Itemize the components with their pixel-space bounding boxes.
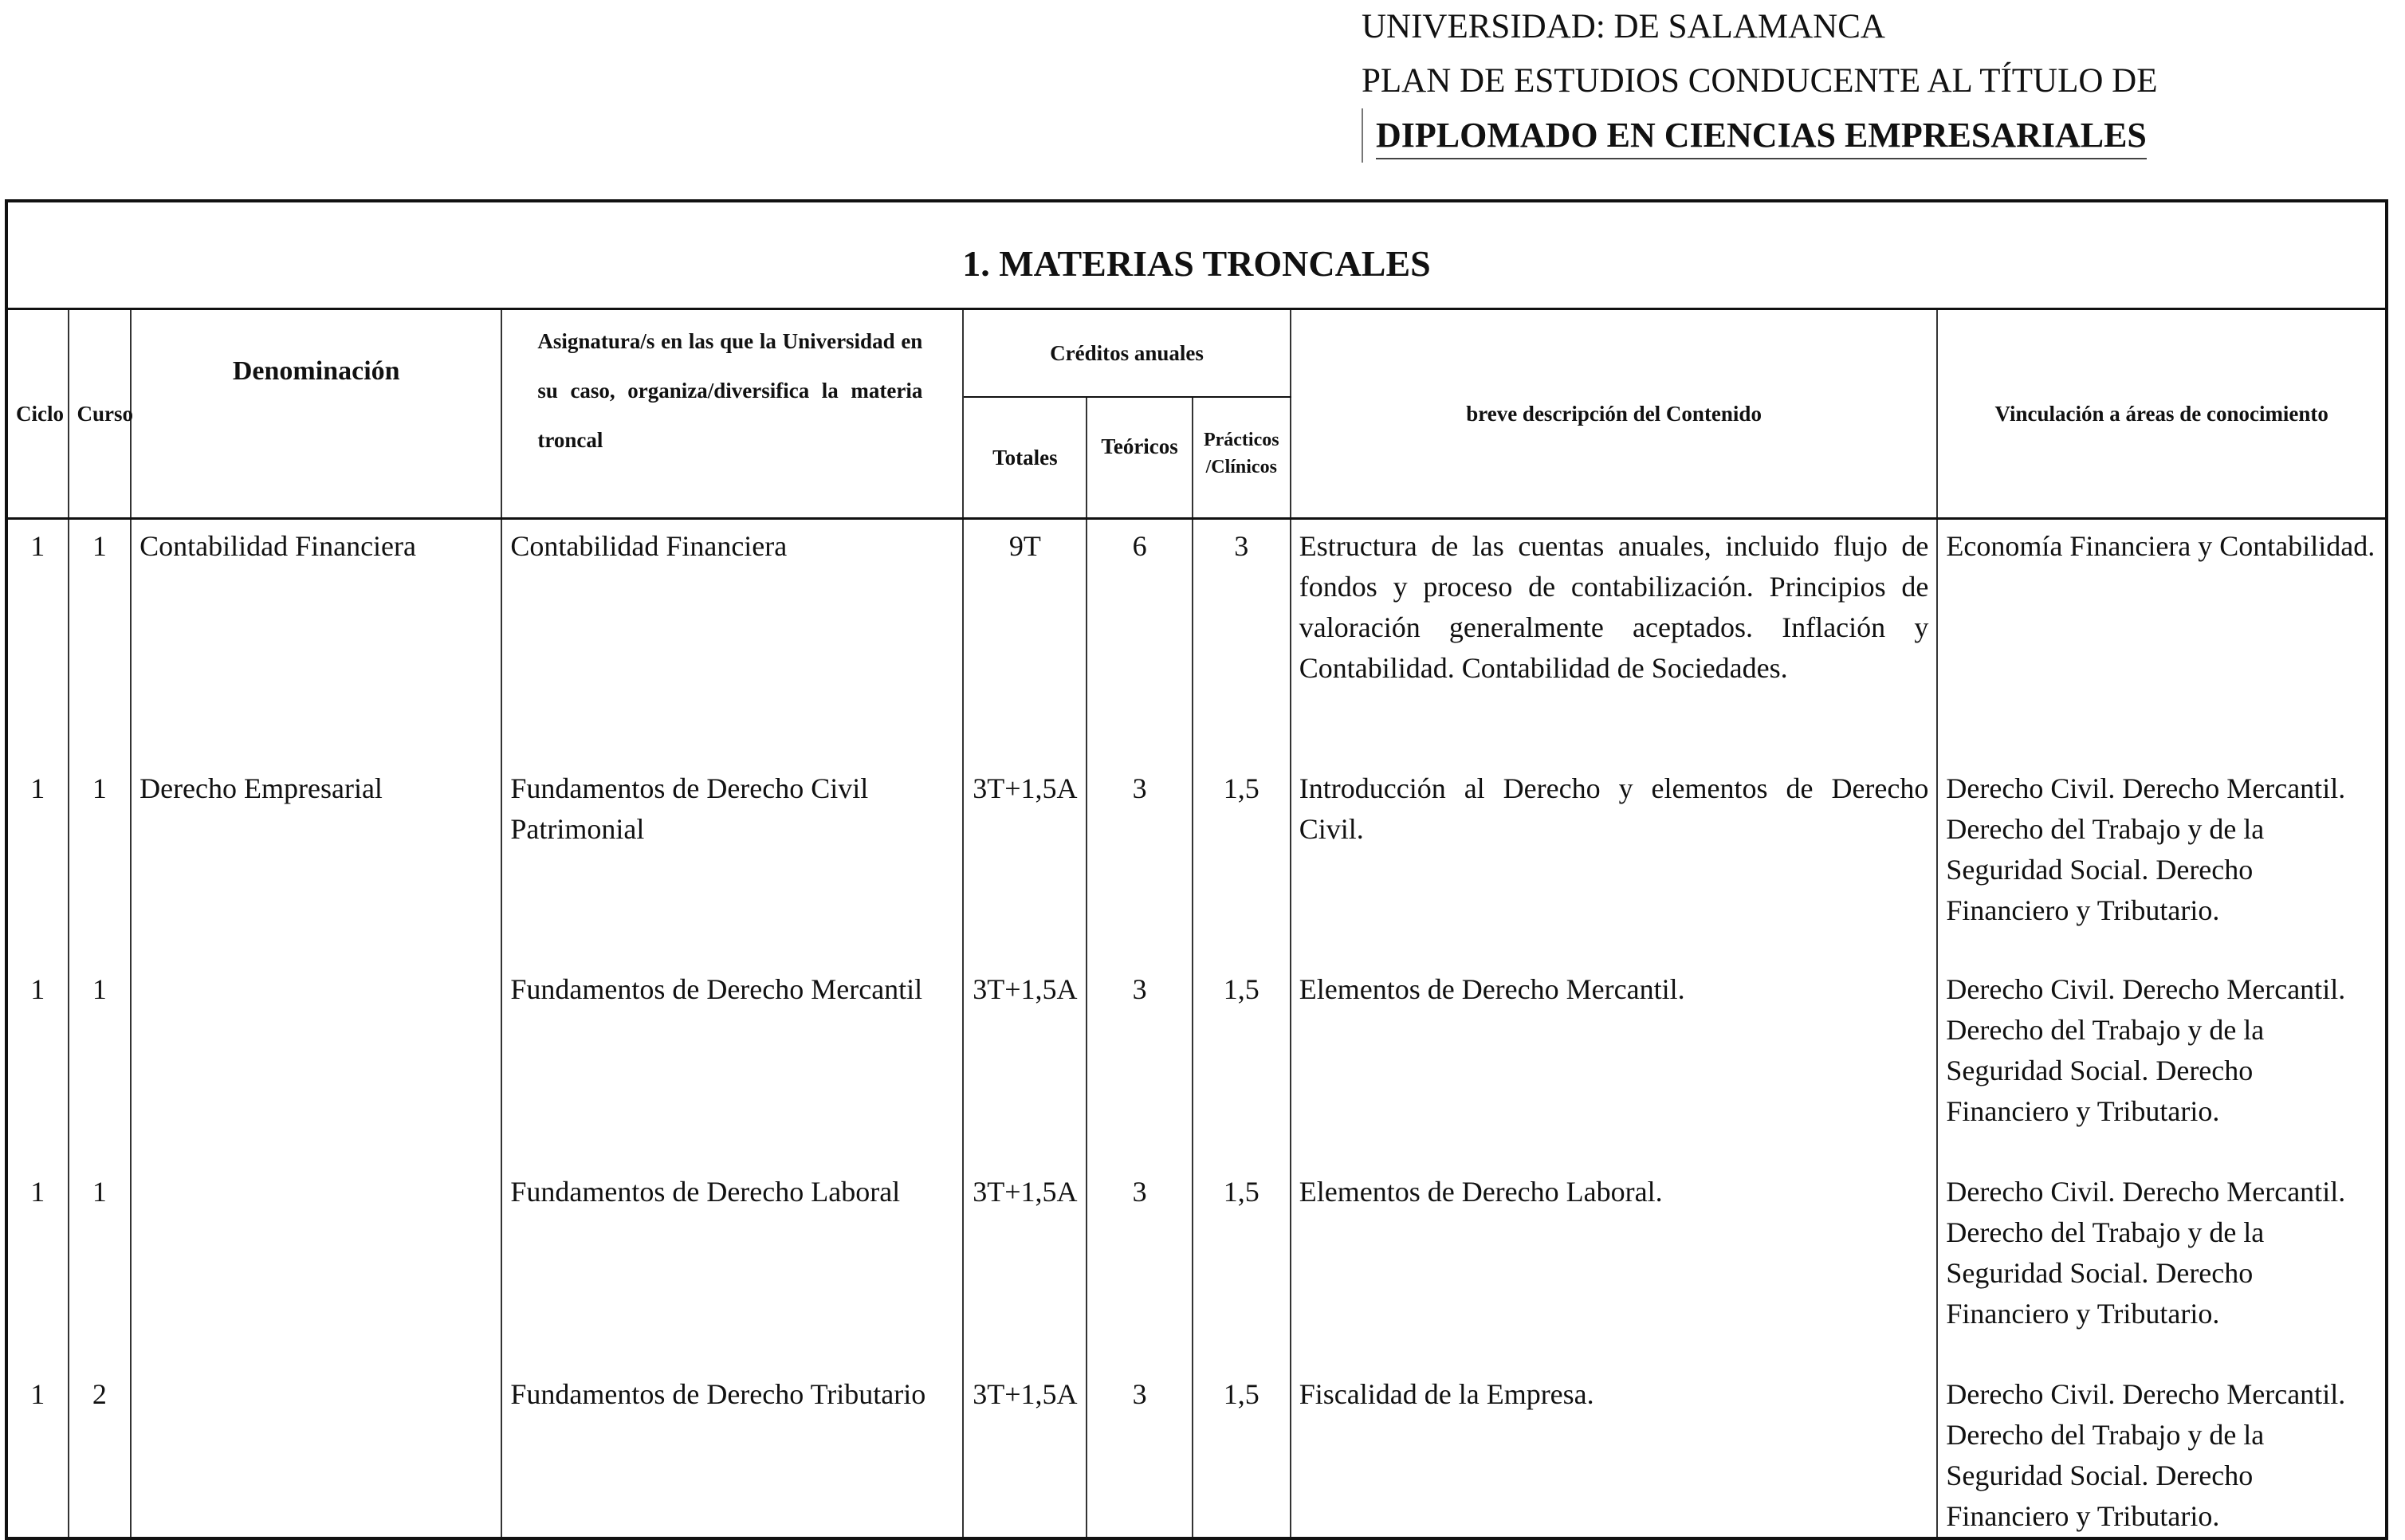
cell-descripcion: Fiscalidad de la Empresa. (1291, 1368, 1938, 1538)
cell-teoricos: 3 (1087, 1368, 1192, 1538)
cell-vinculacion: Economía Financiera y Contabilidad. (1937, 519, 2387, 763)
cell-curso: 1 (69, 762, 132, 963)
cell-totales: 3T+1,5A (963, 1368, 1087, 1538)
cell-totales: 9T (963, 519, 1087, 763)
degree-title-text: DIPLOMADO EN CIENCIAS EMPRESARIALES (1376, 116, 2147, 159)
header-creditos: Créditos anuales (963, 309, 1290, 398)
cell-descripcion: Estructura de las cuentas anuales, incluido flujo de fondos y proceso de contabilización. Principios de valoración generalmente aceptados. Inflación y Contabilidad. Contabilidad de Sociedades. (1291, 519, 1938, 763)
cell-teoricos: 3 (1087, 1165, 1192, 1368)
header-totales: Totales (963, 397, 1087, 519)
degree-title (1362, 108, 2382, 163)
cell-denominacion: Derecho Empresarial (131, 762, 501, 963)
cell-practicos: 1,5 (1193, 963, 1291, 1165)
cell-practicos: 1,5 (1193, 1368, 1291, 1538)
table-row (6, 963, 2387, 1165)
cell-denominacion (131, 1368, 501, 1538)
plan-title: PLAN DE ESTUDIOS CONDUCENTE AL TÍTULO DE (1362, 62, 2158, 100)
cell-ciclo: 1 (6, 519, 69, 763)
cell-asignatura: Fundamentos de Derecho Tributario (501, 1368, 963, 1538)
cell-asignatura: Contabilidad Financiera (501, 519, 963, 763)
cell-ciclo: 1 (6, 963, 69, 1165)
cell-teoricos: 6 (1087, 519, 1192, 763)
table-row (6, 762, 2387, 963)
cell-practicos: 3 (1193, 519, 1291, 763)
table-row (6, 519, 2387, 763)
header-denominacion: Denominación (131, 309, 501, 519)
table-row (6, 1165, 2387, 1368)
header-ciclo: Ciclo (6, 309, 69, 519)
header-asignatura (501, 309, 963, 519)
table-title: 1. MATERIAS TRONCALES (6, 201, 2387, 309)
cell-vinculacion: Derecho Civil. Derecho Mercantil. Derecho del Trabajo y de la Seguridad Social. Derecho Financiero y Tributario. (1937, 762, 2387, 963)
document-header (1362, 0, 2382, 163)
header-asignatura-text: Asignatura/s en las que la Universidad en su caso, organiza/diversifica la materia troncal (537, 329, 923, 452)
cell-curso: 1 (69, 963, 132, 1165)
cell-ciclo: 1 (6, 1368, 69, 1538)
header-vinculacion: Vinculación a áreas de conocimiento (1937, 309, 2387, 519)
cell-ciclo: 1 (6, 1165, 69, 1368)
cell-vinculacion: Derecho Civil. Derecho Mercantil. Derecho del Trabajo y de la Seguridad Social. Derecho Financiero y Tributario. (1937, 963, 2387, 1165)
cell-teoricos: 3 (1087, 963, 1192, 1165)
cell-descripcion: Elementos de Derecho Mercantil. (1291, 963, 1938, 1165)
header-descripcion: breve descripción del Contenido (1291, 309, 1938, 519)
cell-totales: 3T+1,5A (963, 963, 1087, 1165)
cell-totales: 3T+1,5A (963, 762, 1087, 963)
cell-practicos: 1,5 (1193, 762, 1291, 963)
cell-teoricos: 3 (1087, 762, 1192, 963)
cell-descripcion: Elementos de Derecho Laboral. (1291, 1165, 1938, 1368)
cell-denominacion (131, 963, 501, 1165)
cell-practicos: 1,5 (1193, 1165, 1291, 1368)
cell-curso: 2 (69, 1368, 132, 1538)
cell-vinculacion: Derecho Civil. Derecho Mercantil. Derecho del Trabajo y de la Seguridad Social. Derecho Financiero y Tributario. (1937, 1368, 2387, 1538)
cell-descripcion: Introducción al Derecho y elementos de Derecho Civil. (1291, 762, 1938, 963)
cell-asignatura: Fundamentos de Derecho Civil Patrimonial (501, 762, 963, 963)
cell-ciclo: 1 (6, 762, 69, 963)
cell-curso: 1 (69, 519, 132, 763)
cell-totales: 3T+1,5A (963, 1165, 1087, 1368)
cell-asignatura: Fundamentos de Derecho Laboral (501, 1165, 963, 1368)
header-practicos: Prácticos /Clínicos (1193, 397, 1291, 519)
materias-troncales-table (5, 199, 2388, 1540)
cell-denominacion: Contabilidad Financiera (131, 519, 501, 763)
table-row (6, 1368, 2387, 1538)
cell-vinculacion: Derecho Civil. Derecho Mercantil. Derecho del Trabajo y de la Seguridad Social. Derecho Financiero y Tributario. (1937, 1165, 2387, 1368)
header-teoricos: Teóricos (1087, 397, 1192, 519)
cell-asignatura: Fundamentos de Derecho Mercantil (501, 963, 963, 1165)
university-name: UNIVERSIDAD: DE SALAMANCA (1362, 8, 1885, 45)
cell-denominacion (131, 1165, 501, 1368)
cell-curso: 1 (69, 1165, 132, 1368)
header-curso: Curso (69, 309, 132, 519)
